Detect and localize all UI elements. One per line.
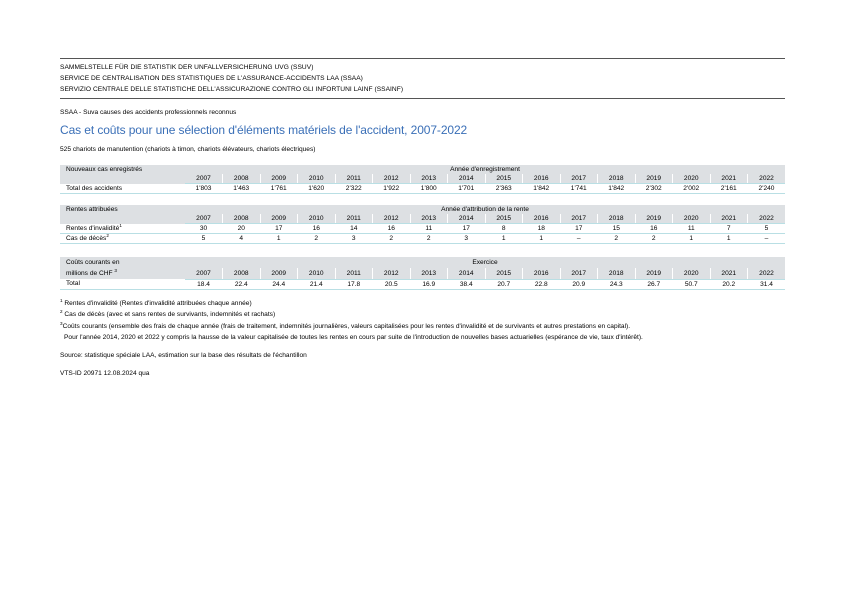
year-header-cell: 2016	[523, 214, 561, 224]
year-header-cell: 2012	[373, 174, 411, 184]
table-cell: 3	[335, 234, 373, 244]
year-header-cell: 2010	[298, 214, 336, 224]
year-header-cell: 2017	[560, 214, 598, 224]
table-row-label: Rentes attribuées	[60, 205, 185, 224]
table-caption-row	[60, 165, 785, 174]
footnote-text: Coûts courants (ensemble des frais de chaque année (frais de traitement, indemnités journalières, valeurs capitalisées pour les rentes d'invalidité et de survivants et autres prestations en capital).	[62, 322, 631, 330]
year-header-cell: 2019	[635, 174, 673, 184]
table-cell: –	[748, 234, 786, 244]
table-cell: 5	[748, 224, 786, 234]
table-cell: 8	[485, 224, 523, 234]
table-cell: 2	[598, 234, 636, 244]
year-header-cell: 2021	[710, 214, 748, 224]
year-header-cell: 2008	[223, 268, 261, 279]
year-header-cell: 2010	[298, 268, 336, 279]
table-cell: 20.9	[560, 279, 598, 289]
year-header-cell: 2016	[523, 174, 561, 184]
table-cell: 16	[635, 224, 673, 234]
year-header-cell: 2007	[185, 214, 223, 224]
year-header-cell: 2009	[260, 174, 298, 184]
year-header-cell: 2014	[448, 174, 486, 184]
table-row	[60, 224, 785, 234]
table-cell: 11	[410, 224, 448, 234]
year-header-cell: 2013	[410, 268, 448, 279]
table-cell: 16.9	[410, 279, 448, 289]
table-cell: 1'842	[598, 184, 636, 194]
year-header-cell: 2021	[710, 174, 748, 184]
year-header-cell: 2011	[335, 174, 373, 184]
year-header-cell: 2021	[710, 268, 748, 279]
table-cell: 20.5	[373, 279, 411, 289]
year-header-cell: 2009	[260, 214, 298, 224]
table-cell: 1	[710, 234, 748, 244]
footnote-ref: 1	[119, 222, 122, 228]
table-cell: 1'701	[448, 184, 486, 194]
table-cell: 5	[185, 234, 223, 244]
institution-header	[60, 59, 785, 98]
costs-label-line1: Coûts courants en	[66, 259, 120, 266]
year-header-cell: 2022	[748, 268, 786, 279]
table-cell: 18	[523, 224, 561, 234]
table-cell: 1	[260, 234, 298, 244]
table-cell: 1'620	[298, 184, 336, 194]
year-header-cell: 2018	[598, 268, 636, 279]
year-header-cell: 2016	[523, 268, 561, 279]
table-cell: 30	[185, 224, 223, 234]
year-header-cell: 2020	[673, 268, 711, 279]
year-header-cell: 2014	[448, 214, 486, 224]
table-cell: 11	[673, 224, 711, 234]
table-cell: 17	[560, 224, 598, 234]
table-cell: 2'002	[673, 184, 711, 194]
table-cell: 14	[335, 224, 373, 234]
footnote-mark: 1	[60, 297, 63, 303]
year-header-cell: 2011	[335, 268, 373, 279]
costs-label-line2: millions de CHF	[66, 270, 113, 277]
table-cell: 2'302	[635, 184, 673, 194]
year-header-cell: 2022	[748, 174, 786, 184]
year-header-cell: 2019	[635, 214, 673, 224]
row-label	[60, 234, 185, 244]
table-cell: 1'800	[410, 184, 448, 194]
table-cell: 50.7	[673, 279, 711, 289]
footnote-mark: 2	[60, 309, 63, 315]
row-label-text: Total des accidents	[66, 184, 123, 192]
table-cell: 20	[223, 224, 261, 234]
footnote-text: Pour l'année 2014, 2020 et 2022 y compris la hausse de la valeur capitalisée de toutes les rentes en cours par suite de l'introduction de nouvelles bases actuarielles (espérance de vie, taux d'intérêt).	[64, 334, 643, 342]
table-cell: 1	[485, 234, 523, 244]
table-cell: 1'761	[260, 184, 298, 194]
year-header-cell: 2012	[373, 214, 411, 224]
table-new-cases	[60, 165, 785, 194]
table-cell: 2	[373, 234, 411, 244]
row-label	[60, 224, 185, 234]
footnotes	[60, 298, 785, 344]
row-label	[60, 184, 185, 194]
table-cell: 2'161	[710, 184, 748, 194]
table-cell: 7	[710, 224, 748, 234]
report-subtitle: SSAA - Suva causes des accidents professionnels reconnus	[60, 109, 237, 116]
table-cell: 22.4	[223, 279, 261, 289]
table-cell: 26.7	[635, 279, 673, 289]
table-cell: 1'741	[560, 184, 598, 194]
table-cell: 17.8	[335, 279, 373, 289]
table-cell: 20.7	[485, 279, 523, 289]
row-label-text: Cas de décès	[66, 235, 107, 242]
year-header-cell: 2020	[673, 174, 711, 184]
table-cell: 2	[410, 234, 448, 244]
year-header-cell: 2011	[335, 214, 373, 224]
table-row	[60, 234, 785, 244]
table-row-label: Nouveaux cas enregistrés	[60, 165, 185, 184]
vts-id: VTS-ID 20971 12.08.2024 qua	[60, 369, 150, 377]
year-header-cell: 2008	[223, 174, 261, 184]
table-caption-row	[60, 257, 785, 268]
year-header-cell: 2015	[485, 174, 523, 184]
table-cell: 1	[523, 234, 561, 244]
table-cell: 1'842	[523, 184, 561, 194]
table-caption-row	[60, 205, 785, 214]
table-cell: 1'922	[373, 184, 411, 194]
table-cell: 22.8	[523, 279, 561, 289]
table-cell: 17	[260, 224, 298, 234]
year-header-cell: 2015	[485, 214, 523, 224]
row-label-text: Total	[66, 280, 80, 288]
table-cell: 3	[448, 234, 486, 244]
table-cell: –	[560, 234, 598, 244]
table-cell: 2	[635, 234, 673, 244]
table-cell: 2'240	[748, 184, 786, 194]
document-page	[60, 58, 785, 377]
table-caption: Exercice	[185, 257, 785, 268]
table-cell: 20.2	[710, 279, 748, 289]
year-header-cell: 2012	[373, 268, 411, 279]
year-header-cell: 2008	[223, 214, 261, 224]
footnote-3-continued	[60, 332, 785, 344]
table-cell: 18.4	[185, 279, 223, 289]
year-header-cell: 2013	[410, 214, 448, 224]
year-header-cell: 2007	[185, 174, 223, 184]
source-note: Source: statistique spéciale LAA, estimation sur la base des résultats de l'échantillon	[60, 351, 307, 359]
year-header-cell: 2007	[185, 268, 223, 279]
footnote-3	[60, 321, 785, 333]
footnote-text: Rentes d'invalidité (Rentes d'invalidité attribuées chaque année)	[64, 299, 252, 307]
year-header-cell: 2009	[260, 268, 298, 279]
table-cell: 1	[673, 234, 711, 244]
table-cell: 17	[448, 224, 486, 234]
row-label	[60, 279, 185, 289]
year-header-cell: 2020	[673, 214, 711, 224]
table-cell: 21.4	[298, 279, 336, 289]
report-title: Cas et coûts pour une sélection d'éléments matériels de l'accident, 2007-2022	[60, 123, 468, 137]
table-caption: Année d'attribution de la rente	[185, 205, 785, 214]
footnote-ref: 2	[106, 233, 109, 238]
institution-name-fr: SERVICE DE CENTRALISATION DES STATISTIQUES DE L'ASSURANCE-ACCIDENTS LAA (SSAA)	[60, 75, 363, 82]
footnote-2	[60, 309, 785, 321]
table-row	[60, 184, 785, 194]
institution-name-de: SAMMELSTELLE FÜR DIE STATISTIK DER UNFALLVERSICHERUNG UVG (SSUV)	[60, 64, 314, 71]
footnote-mark: 3	[60, 320, 63, 326]
table-pensions	[60, 205, 785, 244]
year-header-cell: 2010	[298, 174, 336, 184]
footnote-text: Cas de décès (avec et sans rentes de survivants, indemnités et rachats)	[64, 311, 276, 319]
table-cell: 16	[298, 224, 336, 234]
table-cell: 15	[598, 224, 636, 234]
table-cell: 2	[298, 234, 336, 244]
table-costs	[60, 257, 785, 290]
table-cell: 16	[373, 224, 411, 234]
table-row-label	[60, 257, 185, 279]
institution-name-it: SERVIZIO CENTRALE DELLE STATISTICHE DELL'ASSICURAZIONE CONTRO GLI INFORTUNI LAINF (SSAINF)	[60, 86, 404, 93]
table-cell: 24.3	[598, 279, 636, 289]
table-cell: 38.4	[448, 279, 486, 289]
footnote-ref: 3	[114, 268, 117, 273]
row-label-text: Rentes d'invalidité	[66, 224, 120, 232]
year-header-cell: 2015	[485, 268, 523, 279]
table-cell: 2'322	[335, 184, 373, 194]
header-bottom-rule	[60, 98, 785, 99]
year-header-cell: 2017	[560, 268, 598, 279]
year-header-cell: 2018	[598, 214, 636, 224]
table-cell: 31.4	[748, 279, 786, 289]
table-cell: 4	[223, 234, 261, 244]
year-header-cell: 2014	[448, 268, 486, 279]
year-header-cell: 2019	[635, 268, 673, 279]
year-header-cell: 2018	[598, 174, 636, 184]
year-header-cell: 2017	[560, 174, 598, 184]
year-header-cell: 2022	[748, 214, 786, 224]
table-caption: Année d'enregistrement	[185, 165, 785, 174]
year-header-cell: 2013	[410, 174, 448, 184]
table-cell: 2'363	[485, 184, 523, 194]
table-cell: 1'803	[185, 184, 223, 194]
table-row	[60, 279, 785, 289]
table-cell: 24.4	[260, 279, 298, 289]
table-cell: 1'463	[223, 184, 261, 194]
footnote-1	[60, 298, 785, 310]
report-description: 525 chariots de manutention (chariots à timon, chariots élévateurs, chariots électriques)	[60, 146, 316, 153]
